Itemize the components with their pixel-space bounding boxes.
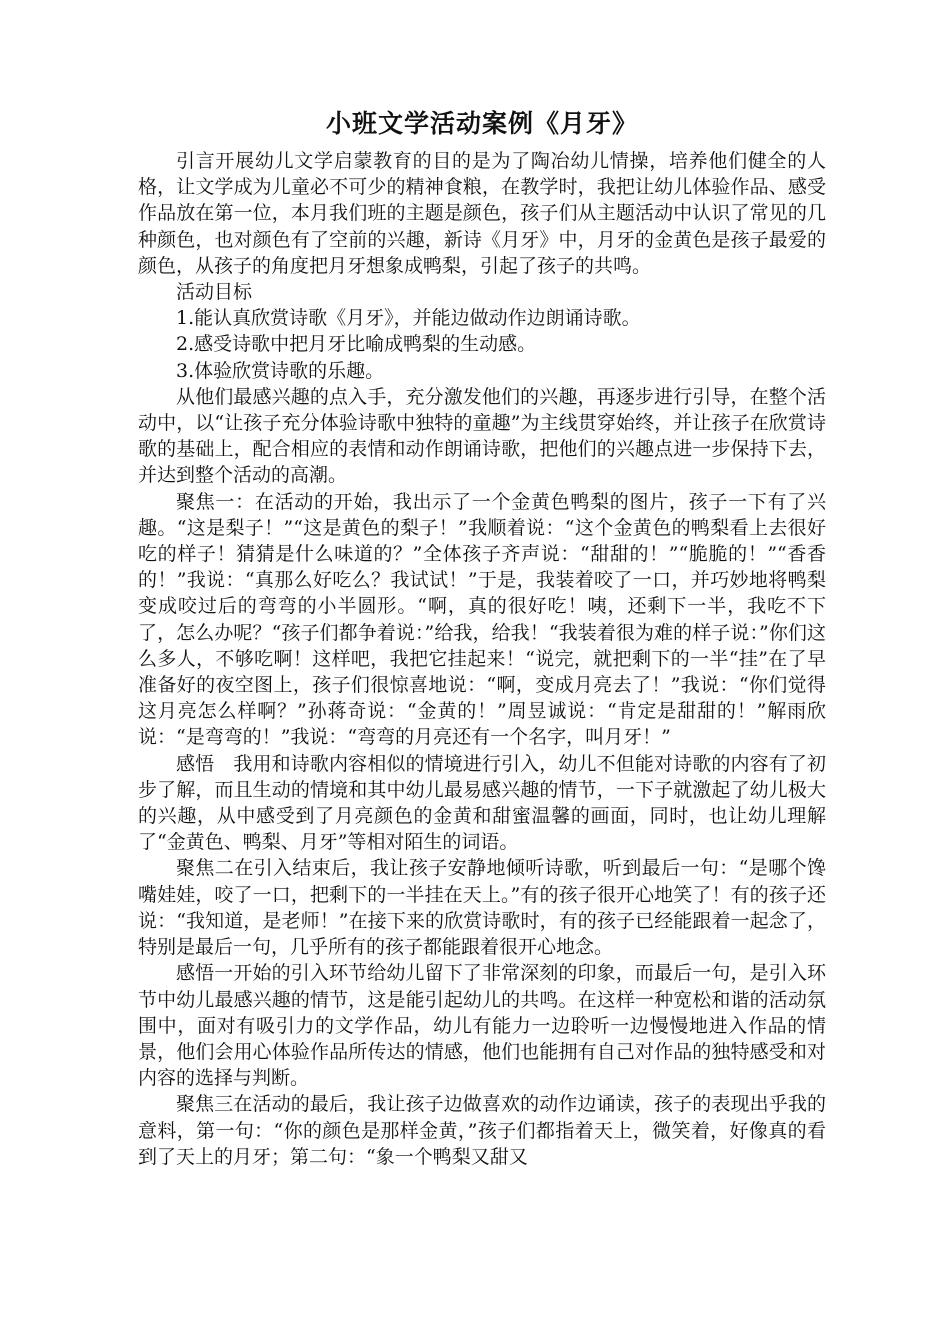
document-page <box>138 104 826 1170</box>
paragraph-goals-heading: 活动目标 <box>176 281 253 304</box>
paragraph-focus-1: 聚焦一：在活动的开始，我出示了一个金黄色鸭梨的图片，孩子一下有了兴趣。“这是梨子！”“这是黄色的梨子！”我顺着说：“这个金黄色的鸭梨看上去很好吃的样子！猜猜是什么味道的？”全体孩子齐声说：“甜甜的！”“脆脆的！”“香香的！”我说：“真那么好吃么？我试试！”于是，我装着咬了一口，并巧妙地将鸭梨变成咬过后的弯弯的小半圆形。“啊，真的很好吃！咦，还剩下一半，我吃不下了，怎么办呢？“孩子们都争着说：”给我，给我！“我装着很为难的样子说：”你们这么多人，不够吃啊！这样吧，我把它挂起来！“说完，就把剩下的一半“挂”在了早准备好的夜空图上，孩子们很惊喜地说：“啊，变成月亮去了！”我说：“你们觉得这月亮怎么样啊？”孙蒋奇说：“金黄的！”周昱诚说：“肯定是甜甜的！”解雨欣说：“是弯弯的！”我说：“弯弯的月亮还有一个名字，叫月牙！” <box>138 490 826 749</box>
paragraph-reflection-2: 感悟一开始的引入环节给幼儿留下了非常深刻的印象，而最后一句，是引入环节中幼儿最感兴趣的情节，这是能引起幼儿的共鸣。在这样一种宽松和谐的活动氛围中，面对有吸引力的文学作品，幼儿有能力一边聆听一边慢慢地进入作品的情景，他们会用心体验作品所传达的情感，他们也能拥有自己对作品的独特感受和对内容的选择与判断。 <box>138 962 826 1090</box>
paragraph-goal-1: 1.能认真欣赏诗歌《月牙》，并能边做动作边朗诵诗歌。 <box>176 307 641 330</box>
paragraph-focus-2: 聚焦二在引入结束后，我让孩子安静地倾听诗歌，听到最后一句：“是哪个馋嘴娃娃，咬了一口，把剩下的一半挂在天上。”有的孩子很开心地笑了！有的孩子还说：“我知道，是老师！”在接下来的欣赏诗歌时，有的孩子已经能跟着一起念了，特别是最后一句，几乎所有的孩子都能跟着很开心地念。 <box>138 857 826 959</box>
document-title: 小班文学活动案例《月牙》 <box>325 109 638 138</box>
paragraph-introduction: 引言开展幼儿文学启蒙教育的目的是为了陶冶幼儿情操，培养他们健全的人格，让文学成为儿童必不可少的精神食粮，在教学时，我把让幼儿体验作品、感受作品放在第一位，本月我们班的主题是颜色，孩子们从主题活动中认识了常见的几种颜色，也对颜色有了空前的兴趣，新诗《月牙》中，月牙的金黄色是孩子最爱的颜色，从孩子的角度把月牙想象成鸭梨，引起了孩子的共鸣。 <box>138 150 826 277</box>
paragraph-reflection-1: 感悟 我用和诗歌内容相似的情境进行引入，幼儿不但能对诗歌的内容有了初步了解，而且生动的情境和其中幼儿最易感兴趣的情节，一下子就激起了幼儿极大的兴趣，从中感受到了月亮颜色的金黄和甜蜜温馨的画面，同时，也让幼儿理解了“金黄色、鸭梨、月牙”等相对陌生的词语。 <box>138 752 826 854</box>
paragraph-focus-3: 聚焦三在活动的最后，我让孩子边做喜欢的动作边诵读，孩子的表现出乎我的意料，第一句：“你的颜色是那样金黄，”孩子们都指着天上，微笑着，好像真的看到了天上的月牙；第二句：“象一个鸭梨又甜又 <box>138 1093 826 1168</box>
paragraph-goal-2: 2.感受诗歌中把月牙比喻成鸭梨的生动感。 <box>176 333 537 356</box>
paragraph-goal-3: 3.体验欣赏诗歌的乐趣。 <box>176 359 385 382</box>
paragraph-approach: 从他们最感兴趣的点入手，充分激发他们的兴趣，再逐步进行引导，在整个活动中，以“让孩子充分体验诗歌中独特的童趣”为主线贯穿始终，并让孩子在欣赏诗歌的基础上，配合相应的表情和动作朗诵诗歌，把他们的兴趣点进一步保持下去，并达到整个活动的高潮。 <box>138 385 826 487</box>
